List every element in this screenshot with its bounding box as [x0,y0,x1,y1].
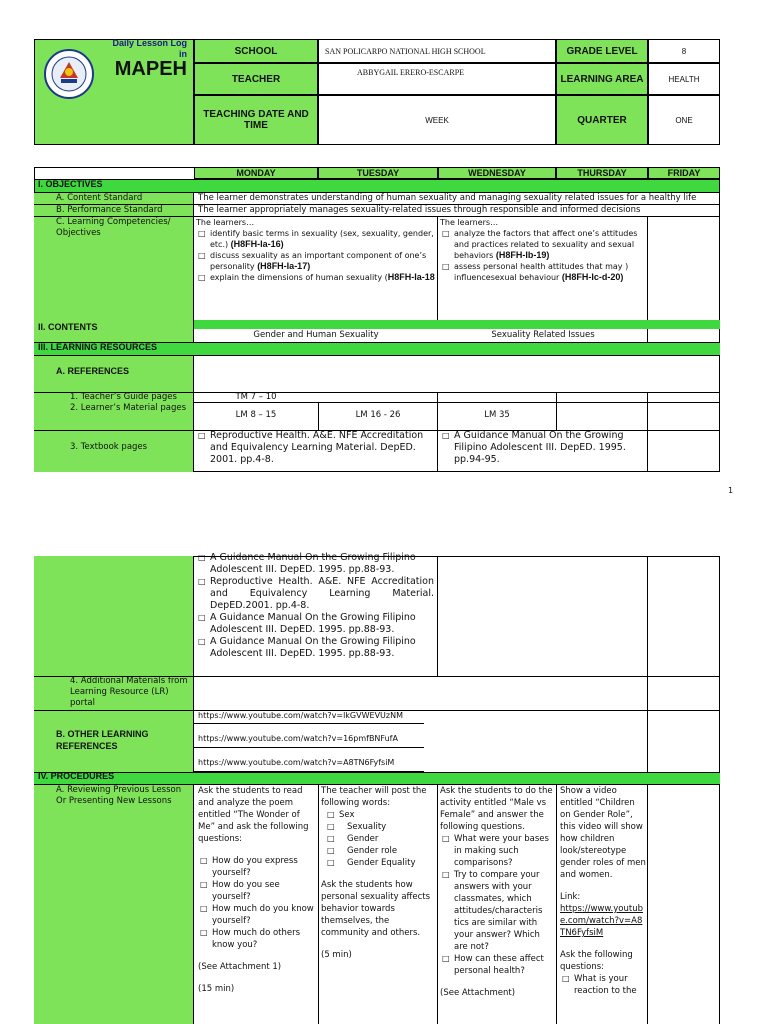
day-thursday: THURSDAY [556,167,648,179]
mon-question-list [198,855,316,951]
quarter-value: ONE [648,95,720,145]
thu-ask: Ask the following questions: [560,950,633,972]
learners-material-label: 2. Learner’s Material pages [70,403,187,413]
lm-tuesday: LM 16 - 26 [355,410,401,420]
contents-wed-thu: Sexuality Related Issues [491,330,595,340]
proc-wednesday [440,785,554,999]
list-item: □ How do you express yourself? [198,855,316,879]
teacher-label: TEACHER [194,63,318,95]
proc-thursday [560,785,646,997]
performance-standard-label: B. Performance Standard [56,205,163,215]
list-item: □ analyze the factors that affect one’s attitudes and practices related to sexuality and sexual behaviors (H8FH-Ib-19) [440,228,646,261]
performance-standard-text: The learner appropriately manages sexuality-related issues through responsible and informed decisions [198,205,641,215]
list-item: □ discuss sexuality as an important component of one’s personality (H8FH-Ia-17) [196,250,436,272]
tue-ask: Ask the students how personal sexuality affects behavior towards themselves, the community and others. [321,880,431,938]
thu-question-list [560,973,646,997]
textbook-label: 3. Textbook pages [70,442,148,452]
grade-level-value: 8 [648,39,720,63]
list-item: □ explain the dimensions of human sexuality (H8FH-Ia-18 [196,272,436,283]
teaching-date-label: TEACHING DATE AND TIME [194,95,318,145]
wed-attachment: (See Attachment) [440,988,516,998]
procedures-title: IV. PROCEDURES [38,771,115,781]
content-standard-text: The learner demonstrates understanding of human sexuality and managing sexuality related issues for a healthy life [198,193,697,203]
learning-competencies-label: C. Learning Competencies/ Objectives [56,217,171,238]
list-item: □ Sexuality [325,821,435,833]
list-item: □ Gender Equality [325,857,435,869]
week-value: WEEK [318,95,556,145]
reference-link-3[interactable]: https://www.youtube.com/watch?v=A8TN6FyfsiM [198,758,395,767]
list-item: □ Reproductive Health. A&E. NFE Accreditation and Equivalency Learning Material. DepED.2001. pp.4-8. [196,576,434,612]
list-item: □ Try to compare your answers with your classmates, which attitudes/characteris tics are similar with your answer? Which are not? [440,869,554,953]
thu-proc-intro: Show a video entitled “Children on Gender Role”, this video will show how children look/stereotype gender roles of men and women. [560,786,646,880]
lm-monday: LM 8 – 15 [235,410,277,420]
review-lesson-label: A. Reviewing Previous Lesson Or Presenting New Lessons [56,785,182,806]
list-item: □ Gender role [325,845,435,857]
references-title: A. REFERENCES [56,366,130,376]
contents-bar [194,320,720,329]
wed-proc-intro: Ask the students to do the activity entitled “Male vs Female” and answer the following questions. [440,786,553,832]
mon-learners-intro: The learners… [196,218,255,227]
thu-video-link[interactable]: https://www.youtube.com/watch?v=A8TN6FyfsiM [560,904,643,938]
wed-question-list [440,833,554,977]
tue-time: (5 min) [321,950,352,960]
list-item: □ Sex [325,809,435,821]
day-wednesday: WEDNESDAY [438,167,556,179]
list-item: □ identify basic terms in sexuality (sex, sexuality, gender, etc.) (H8FH-Ia-16) [196,228,436,250]
school-label: SCHOOL [194,39,318,63]
list-item: □ A Guidance Manual On the Growing Filipino Adolescent III. DepED. 1995. pp.88-93. [196,636,434,660]
mon-competencies [196,217,436,283]
tue-proc-intro: The teacher will post the following words: [321,786,427,808]
thu-link-label: Link: [560,892,581,902]
list-item: □ A Guidance Manual On the Growing Filipino Adolescent III. DepED. 1995. pp.88-93. [196,612,434,636]
list-item: □ A Guidance Manual On the Growing Filipino Adolescent III. DepED. 1995. pp.88-93. [196,552,434,576]
contents-title: II. CONTENTS [38,322,98,332]
deped-seal-icon [43,48,95,100]
mon-proc-intro: Ask the students to read and analyze the poem entitled “The Wonder of Me” and ask the following questions: [198,786,309,844]
wed-objective-list [440,228,646,283]
objectives-title: I. OBJECTIVES [38,179,103,189]
day-friday: FRIDAY [648,167,720,179]
mon-time: (15 min) [198,984,235,994]
page-number: 1 [728,486,734,495]
review-label-cell [34,785,194,1024]
mon-attachment: (See Attachment 1) [198,962,282,972]
teacher-value: ABBYGAIL ERERO-ESCARPE [318,63,556,95]
procedures-bar [34,772,720,785]
additional-materials-label: 4. Additional Materials from Learning Resource (LR) portal [70,676,188,708]
lm-wednesday: LM 35 [484,410,510,420]
list-item: □ How much do you know yourself? [198,903,316,927]
textbook-monday [196,430,436,466]
learning-resources-title: III. LEARNING RESOURCES [38,342,158,352]
grade-level-label: GRADE LEVEL [556,39,648,63]
contents-mon-tue: Gender and Human Sexuality [253,330,379,340]
wed-competencies [440,217,646,283]
wed-learners-intro: The learners… [440,218,499,227]
list-item: □ How can these affect personal health? [440,953,554,977]
school-value: SAN POLICARPO NATIONAL HIGH SCHOOL [318,39,556,63]
textbook-wednesday [440,430,646,466]
subject-title: MAPEH [114,58,187,80]
day-tuesday: TUESDAY [318,167,438,179]
reference-link-2[interactable]: https://www.youtube.com/watch?v=16pmfBNFufA [198,734,398,743]
header-logo-panel [34,39,194,145]
objectives-bar [34,179,720,193]
list-item: □ What were your bases in making such comparisons? [440,833,554,869]
proc-monday [198,785,316,995]
tue-word-list [321,809,435,869]
list-item: □ How do you see yourself? [198,879,316,903]
teachers-guide-value: TM 7 – 10 [235,392,277,402]
quarter-label: QUARTER [556,95,648,145]
list-item: □ How much do others know you? [198,927,316,951]
mon-objective-list [196,228,436,283]
list-item: □ A Guidance Manual On the Growing Filipino Adolescent III. DepED. 1995. pp.94-95. [440,430,646,466]
page2-reference-list [196,552,434,660]
proc-tuesday [321,785,435,961]
reference-link-1[interactable]: https://www.youtube.com/watch?v=lkGVWEVUzNM [198,711,403,720]
learning-area-value: HEALTH [648,63,720,95]
content-standard-label: A. Content Standard [56,193,143,203]
list-item: □ Reproductive Health. A&E. NFE Accreditation and Equivalency Learning Material. DepED. 2001. pp.4-8. [196,430,436,466]
day-monday: MONDAY [194,167,318,179]
in-label: in [179,49,187,59]
list-item: □ Gender [325,833,435,845]
daily-lesson-log-label: Daily Lesson Log [112,38,187,48]
teachers-guide-label: 1. Teacher’s Guide pages [70,392,177,402]
other-references-label: B. OTHER LEARNING REFERENCES [56,729,149,751]
list-item: □ assess personal health attitudes that may ) influencesexual behaviour (H8FH-Ic-d-20) [440,261,646,283]
learning-area-label: LEARNING AREA [556,63,648,95]
list-item: □ What is your reaction to the [560,973,646,997]
